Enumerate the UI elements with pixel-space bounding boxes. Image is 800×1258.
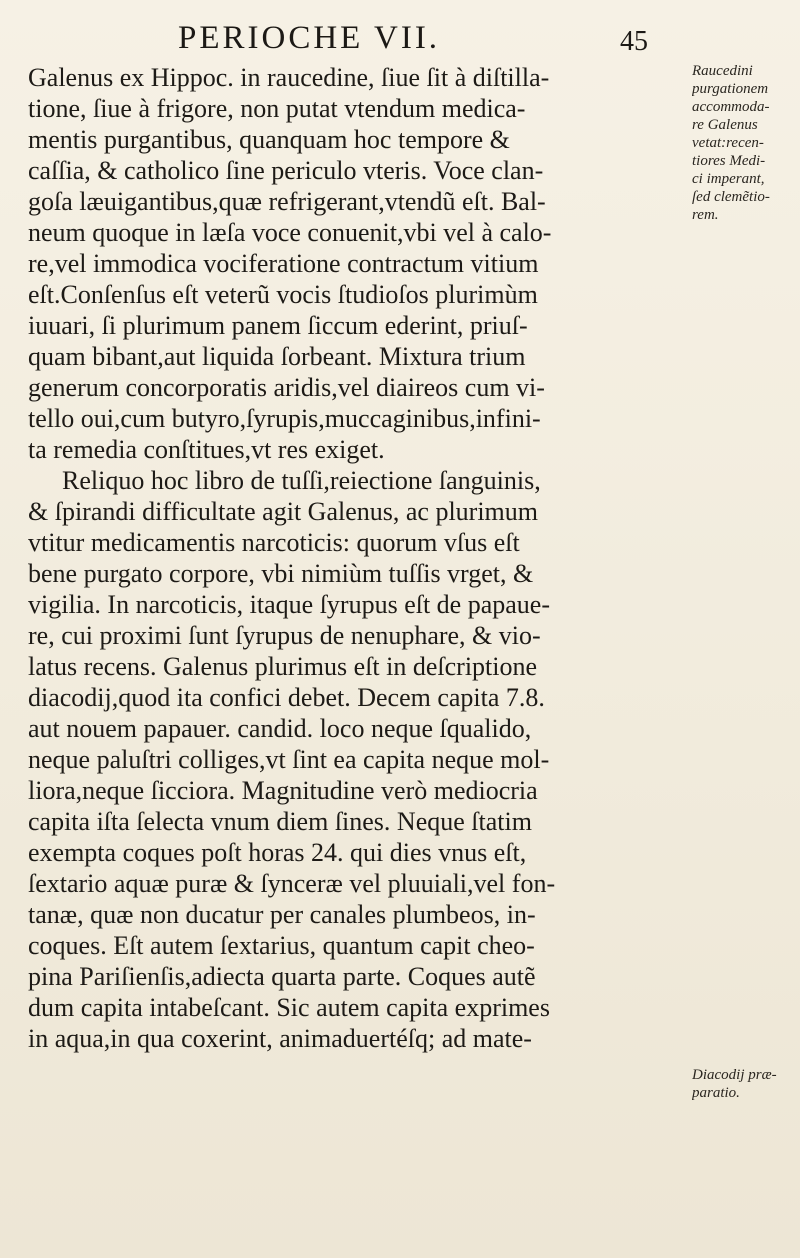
text-line: dum capita intabeſcant. Sic autem capita exprimes xyxy=(28,993,550,1022)
text-line: ſextario aquæ puræ & ſynceræ vel pluuiali,vel fon- xyxy=(28,869,556,898)
margin-note-diacodij xyxy=(692,1066,800,1102)
margin-note-line: purgationem xyxy=(692,81,769,97)
text-line: neum quoque in læſa voce conuenit,vbi vel à calo- xyxy=(28,218,552,247)
text-line: bene purgato corpore, vbi nimiùm tuſſis vrget, & xyxy=(28,559,534,588)
paragraph-start-line: Reliquo hoc libro de tuſſi,reiectione ſanguinis, xyxy=(62,466,541,495)
text-line: vtitur medicamentis narcoticis: quorum vſus eſt xyxy=(28,528,520,557)
margin-note-line: accommoda- xyxy=(692,99,770,115)
margin-note-line: vetat:recen- xyxy=(692,135,764,151)
margin-note-line: re Galenus xyxy=(692,117,758,133)
page-header xyxy=(178,14,698,57)
text-line: aut nouem papauer. candid. loco neque ſqualido, xyxy=(28,714,532,743)
text-line: re, cui proximi ſunt ſyrupus de nenuphare, & vio- xyxy=(28,621,541,650)
margin-note-line: ſed clemẽtio- xyxy=(692,189,770,205)
margin-note-line: rem. xyxy=(692,207,719,223)
margin-note-line: Raucedini xyxy=(692,63,753,79)
text-line: coques. Eſt autem ſextarius, quantum capit cheo- xyxy=(28,931,535,960)
text-line: Galenus ex Hippoc. in raucedine, ſiue ſit à diſtilla- xyxy=(28,63,550,92)
text-line: quam bibant,aut liquida ſorbeant. Mixtura trium xyxy=(28,342,526,371)
text-line: re,vel immodica vociferatione contractum vitium xyxy=(28,249,539,278)
margin-note-line: paratio. xyxy=(692,1085,740,1101)
text-line: diacodij,quod ita confici debet. Decem capita 7.8. xyxy=(28,683,545,712)
text-line: capita iſta ſelecta vnum diem ſines. Neque ſtatim xyxy=(28,807,532,836)
text-line: vigilia. In narcoticis, itaque ſyrupus eſt de papaue- xyxy=(28,590,550,619)
text-line: latus recens. Galenus plurimus eſt in deſcriptione xyxy=(28,652,538,681)
margin-note-line: ci imperant, xyxy=(692,171,765,187)
text-line: neque paluſtri colliges,vt ſint ea capita neque mol- xyxy=(28,745,550,774)
text-line: caſſia, & catholico ſine periculo vteris. Voce clan- xyxy=(28,156,544,185)
text-line: iuuari, ſi plurimum panem ſiccum ederint, priuſ- xyxy=(28,311,528,340)
margin-note-line: Diacodij præ- xyxy=(692,1067,777,1083)
text-line: liora,neque ſicciora. Magnitudine verò mediocria xyxy=(28,776,538,805)
text-line: mentis purgantibus, quanquam hoc tempore & xyxy=(28,125,510,154)
text-line: in aqua,in qua coxerint, animaduertéſq; ad mate- xyxy=(28,1024,532,1053)
text-line: & ſpirandi difficultate agit Galenus, ac plurimum xyxy=(28,497,538,526)
text-line: ta remedia conſtitues,vt res exiget. xyxy=(28,435,385,464)
main-text-block xyxy=(28,62,678,1054)
text-line: tanæ, quæ non ducatur per canales plumbeos, in- xyxy=(28,900,536,929)
text-line: tello oui,cum butyro,ſyrupis,muccaginibus,infini- xyxy=(28,404,541,433)
margin-note-raucedini xyxy=(692,62,800,224)
text-line: generum concorporatis aridis,vel diaireos cum vi- xyxy=(28,373,545,402)
text-line: goſa læuigantibus,quæ refrigerant,vtendũ eſt. Bal- xyxy=(28,187,546,216)
text-line: pina Pariſienſis,adiecta quarta parte. Coques autẽ xyxy=(28,962,536,991)
text-line: exempta coques poſt horas 24. qui dies vnus eſt, xyxy=(28,838,527,867)
running-title: PERIOCHE VII. xyxy=(178,20,441,56)
text-line: eſt.Conſenſus eſt veterũ vocis ſtudioſos plurimùm xyxy=(28,280,538,309)
page-number: 45 xyxy=(620,26,648,57)
margin-note-line: tiores Medi- xyxy=(692,153,766,169)
text-line: tione, ſiue à frigore, non putat vtendum medica- xyxy=(28,94,526,123)
